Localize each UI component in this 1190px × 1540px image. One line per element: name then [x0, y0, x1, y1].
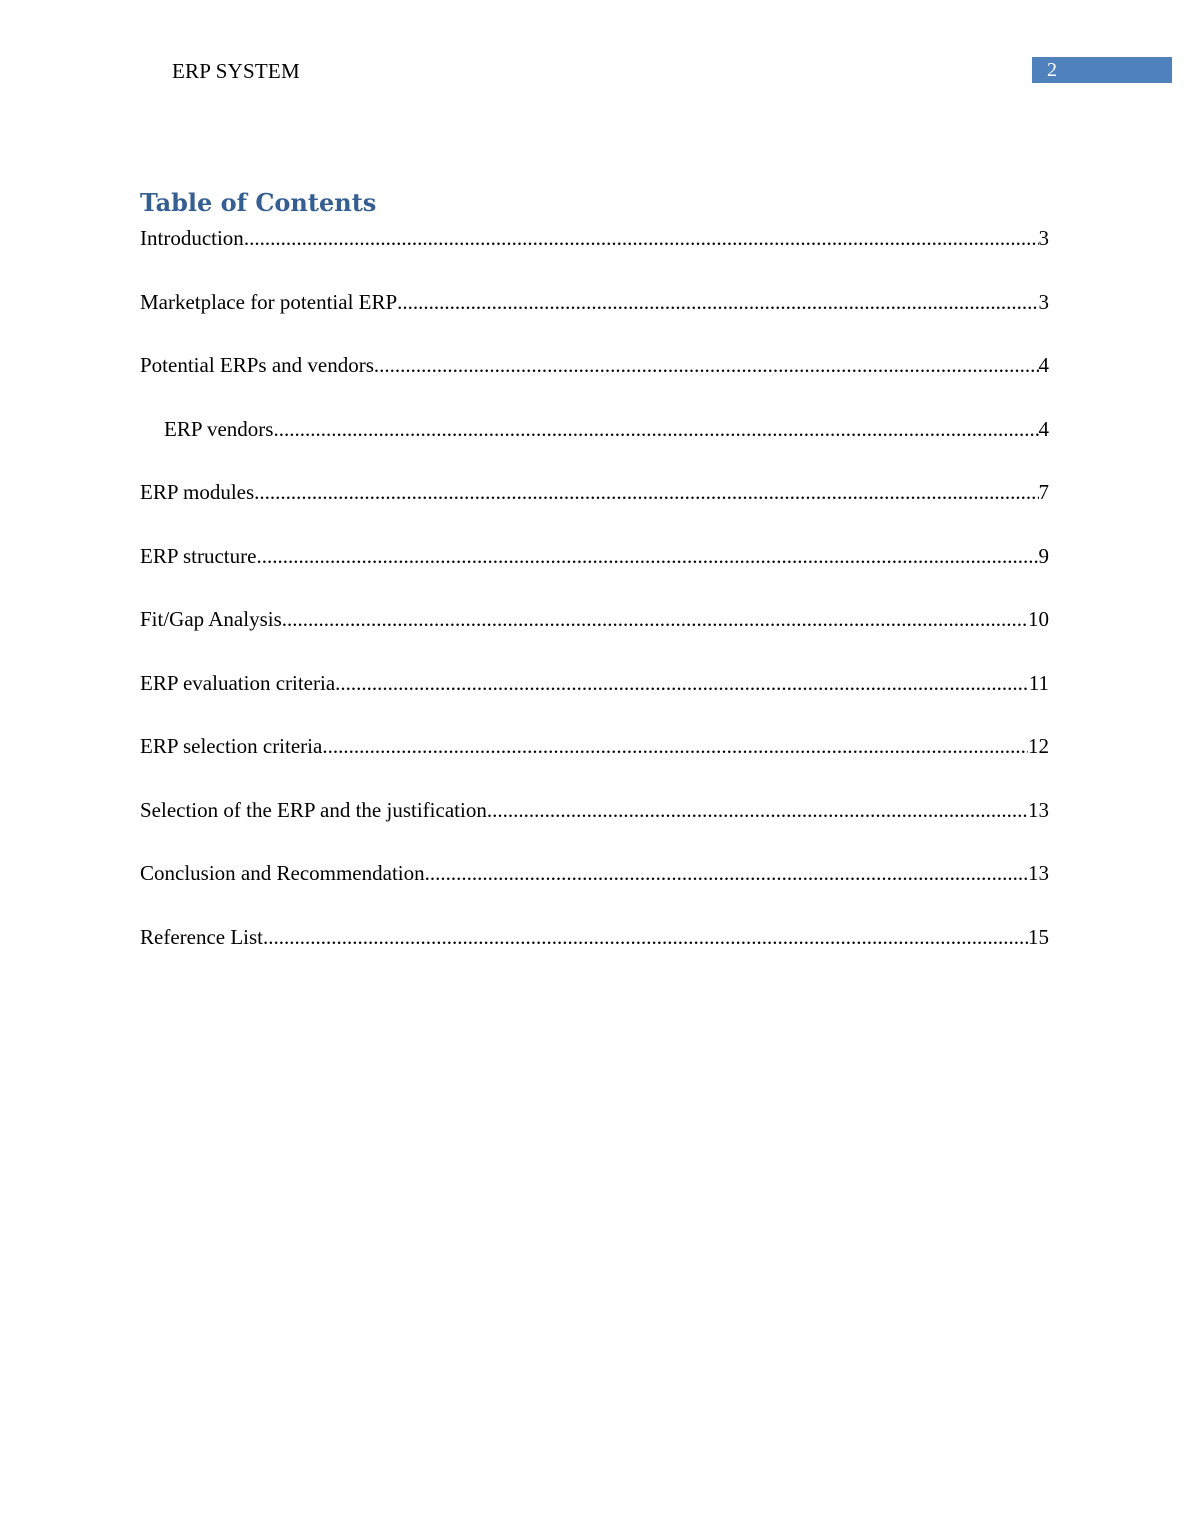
toc-entry-page: 4	[1038, 353, 1049, 377]
toc-entry-selection-justification[interactable]	[140, 796, 1049, 824]
toc-dot-leader	[256, 542, 1038, 570]
toc-entry-label: Introduction	[140, 226, 244, 250]
toc-entry-erp-structure[interactable]	[140, 542, 1049, 570]
toc-entry-introduction[interactable]	[140, 224, 1049, 252]
toc-entry-label: Marketplace for potential ERP	[140, 289, 398, 314]
toc-entry-label: ERP modules	[140, 480, 255, 504]
toc-dot-leader	[335, 669, 1029, 697]
toc-entry-page: 15	[1028, 924, 1049, 949]
toc-entry-reference-list[interactable]	[140, 923, 1049, 951]
toc-heading: Table of Contents	[140, 188, 377, 217]
toc-entry-erp-vendors[interactable]	[140, 415, 1049, 443]
toc-entry-page: 4	[1038, 416, 1049, 441]
toc-dot-leader	[374, 351, 1039, 379]
toc-entry-label: Reference List	[140, 924, 264, 949]
toc-dot-leader	[282, 605, 1028, 633]
toc-dot-leader	[397, 288, 1038, 316]
toc-entry-page: 13	[1028, 861, 1049, 885]
toc-entry-label: ERP evaluation criteria	[140, 670, 336, 695]
toc-entry-label: ERP selection criteria	[140, 734, 323, 758]
header-title: ERP SYSTEM	[172, 59, 300, 83]
page-number-badge: 2	[1032, 57, 1172, 83]
toc-entry-selection-criteria[interactable]	[140, 732, 1049, 760]
toc-dot-leader	[263, 923, 1028, 951]
toc-dot-leader	[425, 859, 1028, 887]
toc-dot-leader	[322, 732, 1028, 760]
toc-dot-leader	[487, 796, 1028, 824]
toc-entry-page: 13	[1028, 797, 1049, 822]
toc-entry-potential-erps[interactable]	[140, 351, 1049, 379]
toc-entry-conclusion[interactable]	[140, 859, 1049, 887]
toc-entry-label: ERP structure	[140, 543, 257, 568]
toc-entry-label: Fit/Gap Analysis	[140, 607, 282, 631]
toc-entry-label: Selection of the ERP and the justification	[140, 797, 487, 822]
toc-entry-page: 9	[1038, 543, 1049, 568]
toc-entry-evaluation-criteria[interactable]	[140, 669, 1049, 697]
toc-entry-fit-gap-analysis[interactable]	[140, 605, 1049, 633]
toc-dot-leader	[273, 415, 1038, 443]
toc-dot-leader	[254, 478, 1038, 506]
toc-entry-marketplace[interactable]	[140, 288, 1049, 316]
toc-entry-page: 7	[1038, 480, 1049, 504]
toc-entry-page: 12	[1028, 734, 1049, 758]
toc-list	[140, 224, 1049, 986]
toc-entry-page: 3	[1038, 289, 1049, 314]
toc-entry-label: ERP vendors	[164, 416, 274, 441]
toc-entry-label: Potential ERPs and vendors	[140, 353, 374, 377]
toc-entry-label: Conclusion and Recommendation	[140, 861, 425, 885]
toc-dot-leader	[244, 224, 1039, 252]
toc-entry-page: 10	[1028, 607, 1049, 631]
toc-entry-page: 3	[1038, 226, 1049, 250]
toc-entry-page: 11	[1028, 670, 1049, 695]
toc-entry-erp-modules[interactable]	[140, 478, 1049, 506]
